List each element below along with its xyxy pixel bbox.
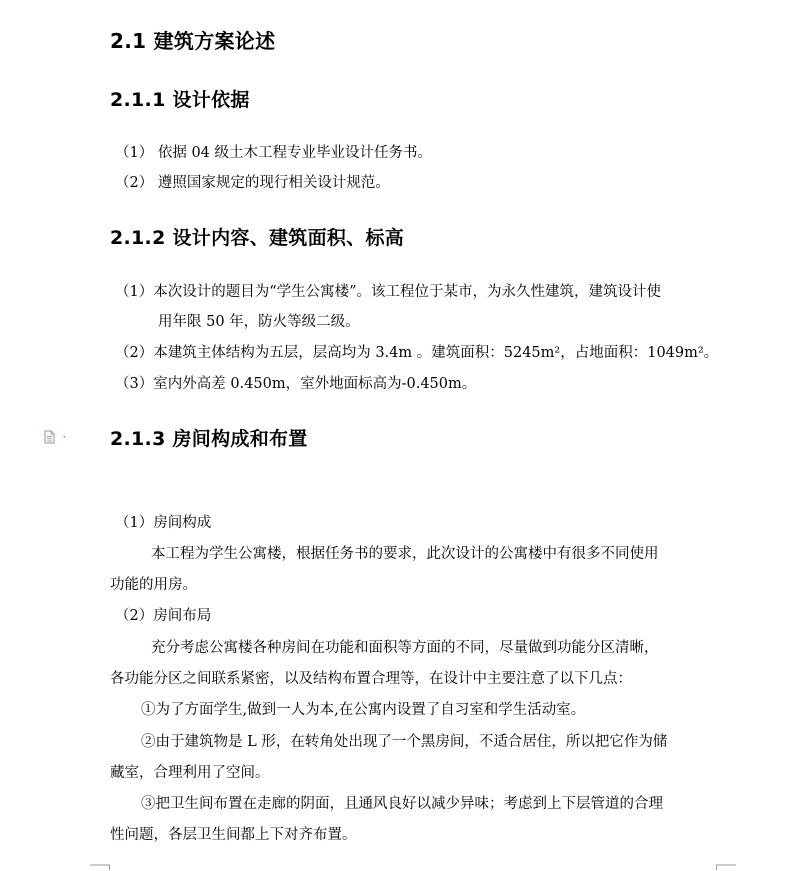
subsection-title-design-content: 2.1.2 设计内容、建筑面积、标高 bbox=[110, 227, 405, 249]
paragraph-line: （2） 遵照国家规定的现行相关设计规范。 bbox=[115, 175, 390, 191]
paragraph-line: 充分考虑公寓楼各种房间在功能和面积等方面的不同，尽量做到功能分区清晰， bbox=[151, 640, 659, 656]
paragraph-line: 用年限 50 年，防火等级二级。 bbox=[158, 314, 360, 330]
paragraph-line: 性问题，各层卫生间都上下对齐布置。 bbox=[110, 827, 357, 843]
page-corner-mark-left bbox=[90, 862, 110, 870]
paragraph-line: （3）室内外高差 0.450m，室外地面标高为-0.450m。 bbox=[115, 376, 477, 392]
paragraph-line: （1） 依据 04 级土木工程专业毕业设计任务书。 bbox=[115, 145, 433, 161]
document-icon[interactable] bbox=[44, 430, 70, 444]
paragraph-line: 功能的用房。 bbox=[110, 577, 197, 593]
paragraph-line: 本工程为学生公寓楼，根据任务书的要求，此次设计的公寓楼中有很多不同使用 bbox=[151, 546, 659, 562]
page-corner-mark-right bbox=[716, 862, 736, 870]
paragraph-line: （2）本建筑主体结构为五层，层高均为 3.4m 。建筑面积：5245m²，占地面积：1049m²。 bbox=[115, 345, 719, 361]
subsection-title-design-basis: 2.1.1 设计依据 bbox=[110, 89, 250, 111]
paragraph-line: ①为了方面学生,做到一人为本,在公寓内设置了自习室和学生活动室。 bbox=[141, 702, 586, 718]
subsection-title-room-layout: 2.1.3 房间构成和布置 bbox=[110, 428, 308, 450]
paragraph-line: （2）房间布局 bbox=[115, 608, 212, 624]
section-title: 2.1 建筑方案论述 bbox=[110, 29, 276, 53]
paragraph-line: 藏室，合理利用了空间。 bbox=[110, 765, 270, 781]
paragraph-line: 各功能分区之间联系紧密，以及结构布置合理等，在设计中主要注意了以下几点： bbox=[110, 671, 632, 687]
paragraph-line: （1）本次设计的题目为“学生公寓楼”。该工程位于某市，为永久性建筑，建筑设计使 bbox=[115, 284, 662, 300]
paragraph-line: （1）房间构成 bbox=[115, 515, 212, 531]
paragraph-line: ③把卫生间布置在走廊的阴面，且通风良好以减少异味；考虑到上下层管道的合理 bbox=[141, 796, 663, 812]
paragraph-line: ②由于建筑物是 L 形，在转角处出现了一个黑房间，不适合居住，所以把它作为储 bbox=[141, 734, 668, 750]
